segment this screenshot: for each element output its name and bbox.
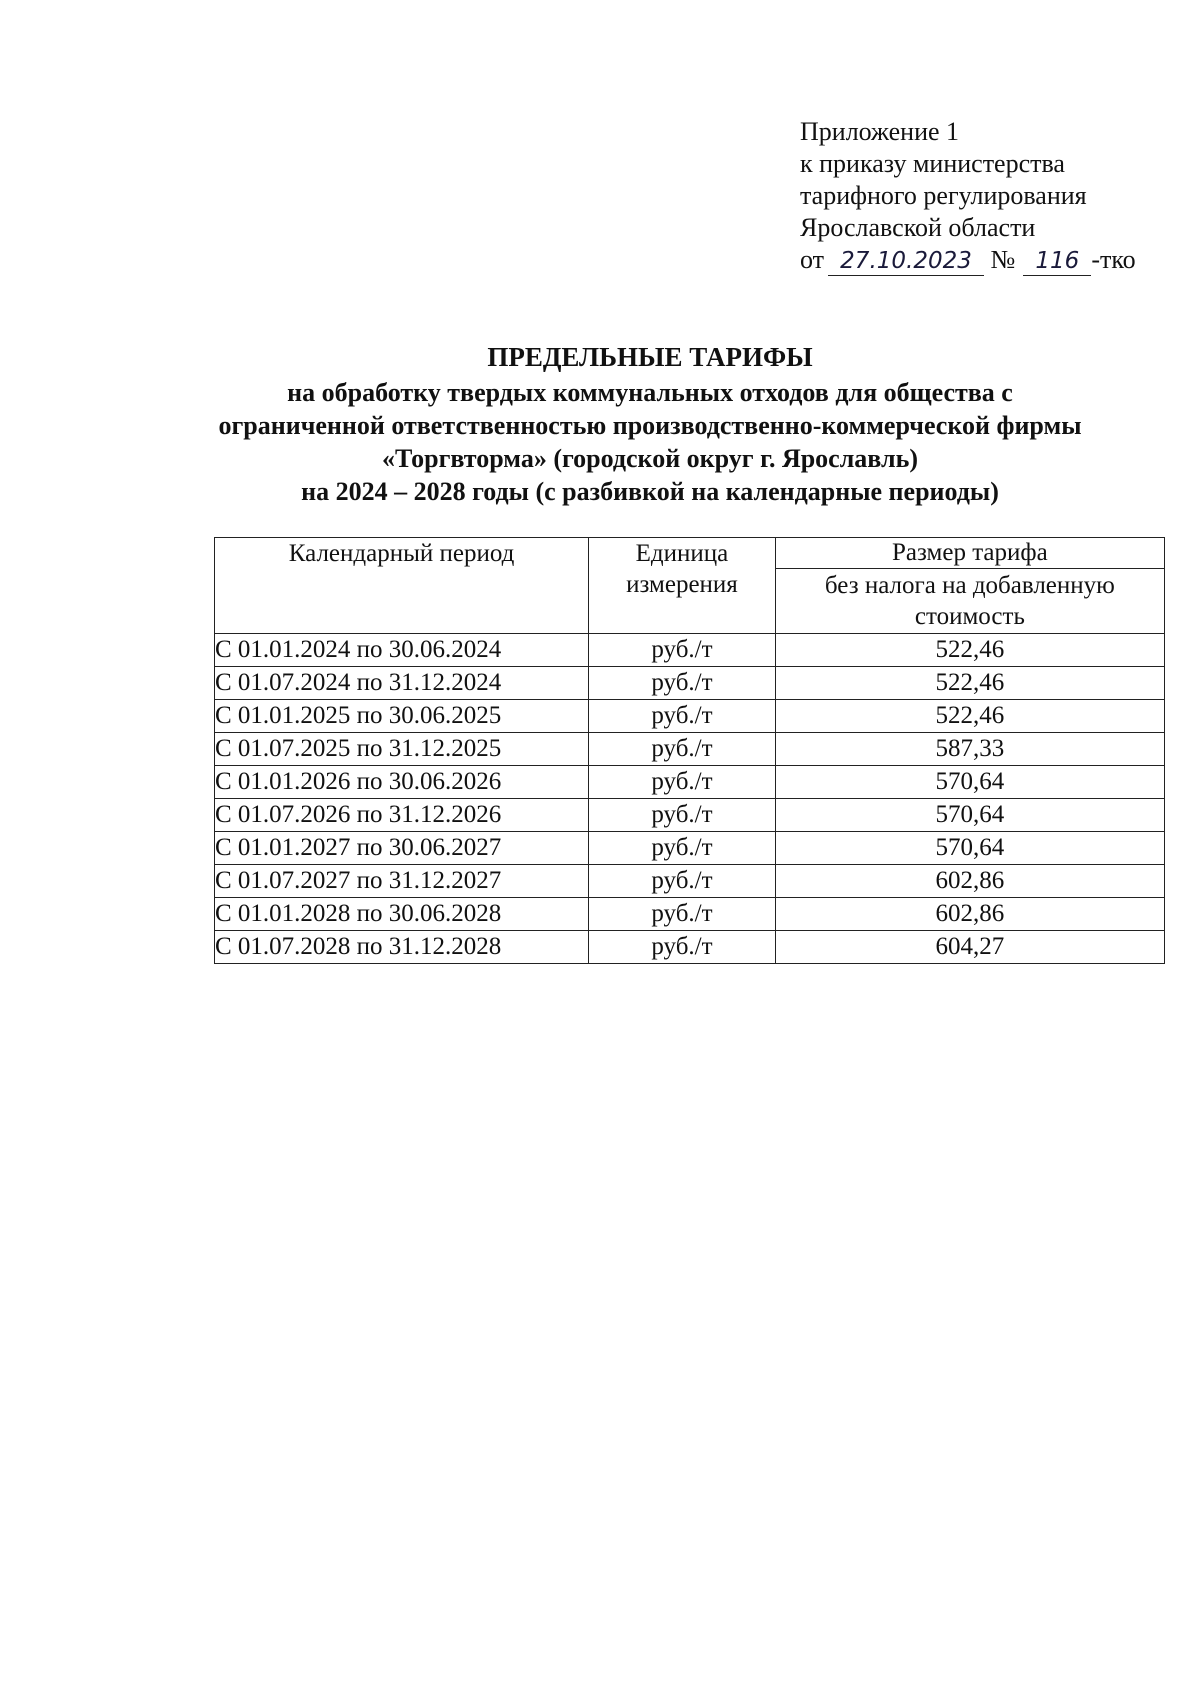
cell-unit: руб./т <box>589 766 776 799</box>
cell-value: 570,64 <box>775 766 1164 799</box>
table-row <box>215 931 1165 964</box>
table-row <box>215 865 1165 898</box>
cell-period: С 01.01.2024 по 30.06.2024 <box>215 634 589 667</box>
cell-value: 602,86 <box>775 865 1164 898</box>
header-unit: Единица измерения <box>589 538 776 634</box>
appendix-line-4: Ярославской области <box>800 213 1036 242</box>
table-row <box>215 733 1165 766</box>
table-row <box>215 898 1165 931</box>
cell-unit: руб./т <box>589 865 776 898</box>
number-suffix: -тко <box>1091 245 1136 274</box>
table-row <box>215 667 1165 700</box>
cell-period: С 01.07.2026 по 31.12.2026 <box>215 799 589 832</box>
cell-period: С 01.07.2024 по 31.12.2024 <box>215 667 589 700</box>
title-line-4: на 2024 – 2028 годы (с разбивкой на календарные периоды) <box>301 477 999 506</box>
cell-period: С 01.01.2026 по 30.06.2026 <box>215 766 589 799</box>
cell-value: 570,64 <box>775 832 1164 865</box>
title-line-3: «Торгвторма» (городской округ г. Ярославль) <box>381 444 919 473</box>
date-prefix: от <box>800 245 825 274</box>
header-tariff-size-sub: без налога на добавленную стоимость <box>775 569 1164 634</box>
table-row <box>215 700 1165 733</box>
table-row <box>215 766 1165 799</box>
cell-unit: руб./т <box>589 667 776 700</box>
appendix-block <box>800 116 1136 276</box>
document-title <box>150 341 1150 508</box>
table-row <box>215 799 1165 832</box>
appendix-date-line <box>800 244 1136 276</box>
appendix-line-3: тарифного регулирования <box>800 181 1087 210</box>
number-prefix: № <box>990 245 1016 274</box>
table-row <box>215 832 1165 865</box>
cell-value: 570,64 <box>775 799 1164 832</box>
cell-period: С 01.01.2025 по 30.06.2025 <box>215 700 589 733</box>
cell-value: 522,46 <box>775 634 1164 667</box>
cell-value: 604,27 <box>775 931 1164 964</box>
cell-value: 522,46 <box>775 667 1164 700</box>
title-line-2: ограниченной ответственностью производственно-коммерческой фирмы <box>218 411 1082 440</box>
appendix-line-1: Приложение 1 <box>800 117 960 146</box>
cell-unit: руб./т <box>589 898 776 931</box>
cell-value: 587,33 <box>775 733 1164 766</box>
cell-value: 602,86 <box>775 898 1164 931</box>
table-body <box>215 634 1165 964</box>
cell-period: С 01.07.2027 по 31.12.2027 <box>215 865 589 898</box>
cell-unit: руб./т <box>589 931 776 964</box>
cell-period: С 01.01.2028 по 30.06.2028 <box>215 898 589 931</box>
header-tariff-size: Размер тарифа <box>775 538 1164 569</box>
cell-unit: руб./т <box>589 634 776 667</box>
cell-unit: руб./т <box>589 733 776 766</box>
cell-value: 522,46 <box>775 700 1164 733</box>
title-line-1: на обработку твердых коммунальных отходов для общества с <box>287 378 1013 407</box>
table-row <box>215 634 1165 667</box>
tariff-table <box>214 537 1165 964</box>
cell-period: С 01.07.2028 по 31.12.2028 <box>215 931 589 964</box>
title-heading: ПРЕДЕЛЬНЫЕ ТАРИФЫ <box>487 342 813 372</box>
appendix-line-2: к приказу министерства <box>800 149 1065 178</box>
cell-unit: руб./т <box>589 799 776 832</box>
cell-unit: руб./т <box>589 700 776 733</box>
cell-period: С 01.07.2025 по 31.12.2025 <box>215 733 589 766</box>
handwritten-number: 116 <box>1023 247 1091 276</box>
cell-unit: руб./т <box>589 832 776 865</box>
header-period: Календарный период <box>215 538 589 634</box>
cell-period: С 01.01.2027 по 30.06.2027 <box>215 832 589 865</box>
handwritten-date: 27.10.2023 <box>828 247 984 276</box>
table-header-row <box>215 538 1165 569</box>
